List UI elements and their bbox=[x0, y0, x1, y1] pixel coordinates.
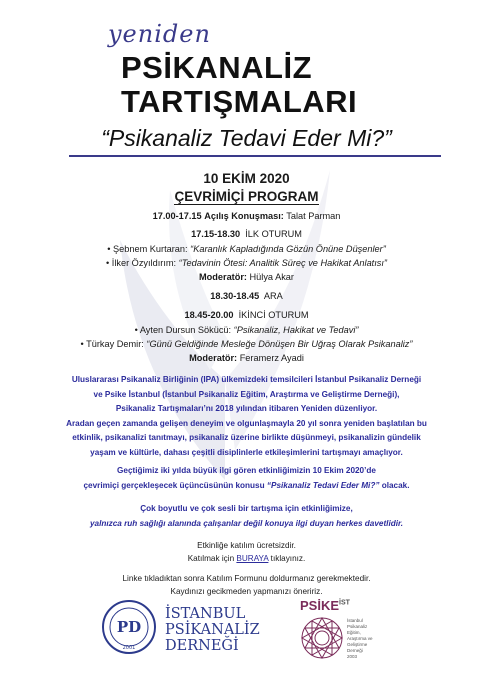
moderator-name: Hülya Akar bbox=[249, 272, 294, 282]
divider bbox=[69, 155, 441, 157]
psike-line: Derneği bbox=[347, 648, 363, 653]
break-name: ARA bbox=[263, 291, 283, 301]
break-row bbox=[0, 291, 493, 301]
join-link[interactable]: BURAYA bbox=[236, 553, 269, 563]
psike-text: PSİKE bbox=[300, 598, 340, 613]
title-line-1: PSİKANALİZ bbox=[121, 50, 312, 85]
text-line: Psikanaliz Tartışmaları’nı 2018 yılından itibaren Yeniden düzenliyor. bbox=[115, 404, 378, 414]
title-line-2: TARTIŞMALARI bbox=[121, 84, 358, 119]
form-block bbox=[0, 573, 493, 598]
session2-moderator bbox=[0, 353, 493, 363]
ipd-line: İSTANBUL bbox=[165, 606, 246, 622]
text-line bbox=[15, 478, 478, 493]
break-time: 18.30-18.45 bbox=[210, 291, 260, 301]
opening-time: 17.00-17.15 bbox=[152, 211, 202, 221]
text-part: olacak. bbox=[379, 481, 410, 490]
session1-name: İLK OTURUM bbox=[245, 229, 302, 239]
talk-speaker: Ayten Dursun Sökücü: bbox=[139, 325, 232, 335]
text-line: Çok boyutlu ve çok sesli bir tartışma için etkinliğimize, bbox=[140, 504, 353, 513]
talk-title: “Tedavinin Ötesi: Analitik Süreç ve Hakikat Anlatısı” bbox=[178, 258, 387, 268]
description-paragraph-2 bbox=[15, 463, 478, 493]
psike-line: 2003 bbox=[347, 654, 358, 659]
ipd-line: PSİKANALİZ bbox=[165, 622, 260, 638]
ipd-line: DERNEĞİ bbox=[165, 638, 239, 654]
session1-header bbox=[0, 229, 493, 239]
text-line: Geçtiğimiz iki yılda büyük ilgi gören etkinliğimizin 10 Ekim 2020’de bbox=[117, 466, 376, 475]
talk-title: “Karanlık Kapladığında Gözün Önüne Düşenler” bbox=[190, 244, 386, 254]
topic-text: “Psikanaliz Tedavi Eder Mi?” bbox=[266, 481, 380, 490]
pre-title: yeniden bbox=[108, 20, 211, 48]
program-title-text: ÇEVRİMİÇİ PROGRAM bbox=[174, 189, 319, 204]
ipd-name bbox=[165, 606, 260, 654]
session1-moderator bbox=[0, 272, 493, 282]
registration-block bbox=[0, 540, 493, 565]
talk-speaker: Şebnem Kurtaran: bbox=[113, 244, 188, 254]
psike-line: Eğitim, bbox=[347, 630, 361, 635]
text-line: yalnızca ruh sağlığı alanında çalışanlar değil konuya ilgi duyan herkes davetlidir. bbox=[89, 519, 404, 528]
session2-time: 18.45-20.00 bbox=[184, 310, 234, 320]
hurry-text: Kaydınızı gecikmeden yapmanızı öneririz. bbox=[170, 586, 323, 596]
talk-speaker: İlker Özyıldırım: bbox=[111, 258, 177, 268]
moderator-label: Moderatör: bbox=[189, 353, 238, 363]
event-date: 10 EKİM 2020 bbox=[203, 171, 290, 186]
program-title bbox=[0, 189, 493, 204]
psike-logo bbox=[300, 616, 344, 660]
moderator-label: Moderatör: bbox=[199, 272, 247, 282]
text-line: Uluslararası Psikanaliz Birliğinin (IPA) ülkemizdeki temsilcileri İstanbul Psikanaliz Derneği bbox=[71, 375, 422, 384]
text-line: ve Psike İstanbul (İstanbul Psikanaliz Eğitim, Araştırma ve Geliştirme Derneği), bbox=[93, 389, 400, 399]
text-line: yaşam ve kültürle, dahası çeşitli disiplinlerle etkileşimlerini tartışmayı amaçlıyor. bbox=[90, 447, 403, 457]
join-line bbox=[0, 553, 493, 566]
description-paragraph-1 bbox=[15, 373, 478, 461]
text-part: tıklayınız. bbox=[268, 553, 306, 563]
psike-line: Geliştirme bbox=[347, 642, 368, 647]
text-line: etkinlik, psikanalizi tanıtmayı, psikanaliz üzerine birlikte düşünmeyi, psikanalizin gündelik bbox=[72, 433, 421, 443]
text-part: çevrimiçi gerçekleşecek üçüncüsünün konusu bbox=[83, 481, 267, 490]
session1-talk-1: • Şebnem Kurtaran: “Karanlık Kapladığında Gözün Önüne Düşenler” bbox=[107, 244, 386, 254]
opening-speaker: Talat Parman bbox=[286, 211, 341, 221]
moderator-name: Feramerz Ayadi bbox=[239, 353, 304, 363]
talk-speaker: Türkay Demir: bbox=[86, 339, 144, 349]
psike-line: Psikanaliz bbox=[347, 624, 368, 629]
psike-sup: İST bbox=[339, 599, 350, 607]
session2-talk-2: • Türkay Demir: “Günü Geldiğinde Mesleğe Dönüşen Bir Uğraş Olarak Psikanaliz” bbox=[80, 339, 413, 349]
psike-name bbox=[300, 598, 350, 613]
subtitle: “Psikanaliz Tedavi Eder Mi?” bbox=[101, 125, 392, 151]
opening-row bbox=[0, 211, 493, 221]
description-paragraph-3 bbox=[15, 501, 478, 531]
session2-header bbox=[0, 310, 493, 320]
session2-talk-1: • Ayten Dursun Sökücü: “Psikanaliz, Hakikat ve Tedavi” bbox=[134, 325, 359, 335]
form-text: Linke tıkladıktan sonra Katılım Formunu doldurmanız gerekmektedir. bbox=[122, 574, 371, 583]
free-text: Etkinliğe katılım ücretsizdir. bbox=[197, 541, 296, 550]
talk-title: “Günü Geldiğinde Mesleğe Dönüşen Bir Uğraş Olarak Psikanaliz” bbox=[146, 339, 413, 349]
text-part: Katılmak için bbox=[187, 553, 237, 563]
ipd-logo bbox=[101, 599, 157, 655]
text-line: Aradan geçen zamanda gelişen deneyim ve olgunlaşmayla 20 yıl sonra yeniden başlatılan bu bbox=[66, 418, 427, 428]
psike-description bbox=[347, 618, 373, 660]
opening-label: Açılış Konuşması: bbox=[204, 211, 284, 221]
ipd-logo-year: 2001 bbox=[122, 645, 136, 651]
ipd-logo-text: PD bbox=[116, 618, 142, 636]
session2-name: İKİNCİ OTURUM bbox=[238, 310, 309, 320]
session1-time: 17.15-18.30 bbox=[191, 229, 241, 239]
psike-line: İstanbul bbox=[347, 618, 363, 623]
psike-line: Araştırma ve bbox=[347, 636, 373, 641]
talk-title: “Psikanaliz, Hakikat ve Tedavi” bbox=[233, 325, 359, 335]
session1-talk-2: • İlker Özyıldırım: “Tedavinin Ötesi: Analitik Süreç ve Hakikat Anlatısı” bbox=[105, 258, 387, 268]
